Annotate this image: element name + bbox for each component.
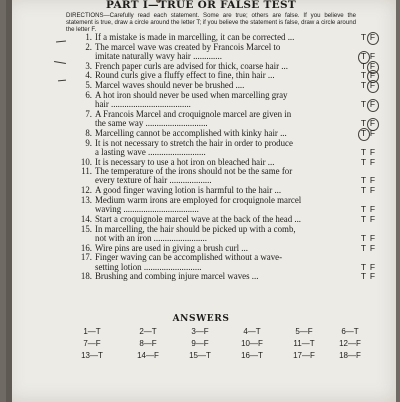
true-false-choices bbox=[359, 148, 379, 157]
true-false-choices bbox=[359, 186, 379, 195]
true-false-choices bbox=[359, 215, 379, 224]
answer-key-item: 10—F bbox=[241, 339, 263, 348]
answer-key-item: 7—F bbox=[83, 339, 101, 348]
question-item bbox=[66, 33, 376, 42]
question-text-line: Finger waving can be accomplished without a wave- bbox=[95, 253, 283, 263]
question-text-line: imitate naturally wavy hair ............. bbox=[95, 51, 222, 61]
question-item bbox=[66, 71, 376, 80]
question-text bbox=[95, 33, 323, 42]
question-text bbox=[95, 139, 323, 158]
answer-key-item: 5—F bbox=[295, 327, 313, 336]
false-option[interactable]: F bbox=[369, 242, 376, 253]
true-option[interactable]: T bbox=[360, 127, 367, 138]
question-text bbox=[95, 158, 323, 167]
question-text-line: the same way ............................ bbox=[95, 119, 208, 129]
false-option[interactable]: F bbox=[369, 213, 376, 224]
false-option[interactable]: F bbox=[369, 156, 376, 167]
answer-key-item: 12—F bbox=[339, 339, 361, 348]
question-item bbox=[66, 110, 376, 129]
answer-key-item: 14—F bbox=[137, 351, 159, 360]
question-number: 14. bbox=[80, 213, 92, 224]
question-text bbox=[95, 167, 323, 186]
question-item bbox=[66, 81, 376, 90]
question-text-line: In marcelling, the hair should be picked up with a comb, bbox=[95, 224, 296, 234]
question-text-line: waving .................................. bbox=[95, 205, 199, 215]
false-option[interactable]: F bbox=[369, 175, 376, 186]
false-option[interactable]: F bbox=[369, 60, 376, 71]
question-text bbox=[95, 110, 323, 129]
question-number: 1. bbox=[85, 32, 92, 42]
true-false-choices bbox=[359, 272, 379, 281]
question-text bbox=[95, 81, 323, 90]
false-option[interactable]: F bbox=[369, 204, 376, 215]
answer-key-item: 8—F bbox=[139, 339, 157, 348]
question-text bbox=[95, 43, 323, 62]
true-false-choices bbox=[359, 234, 379, 243]
true-option[interactable]: T bbox=[360, 70, 367, 81]
true-option[interactable]: T bbox=[360, 99, 367, 110]
answer-key-item: 13—T bbox=[81, 351, 103, 360]
question-number: 8. bbox=[85, 127, 92, 138]
question-text-line: setting lotion .......................... bbox=[95, 262, 202, 272]
question-item bbox=[66, 167, 376, 186]
question-number: 17. bbox=[80, 252, 92, 263]
false-option[interactable]: F bbox=[369, 70, 376, 81]
true-option[interactable]: T bbox=[360, 232, 367, 243]
question-number: 7. bbox=[85, 108, 92, 119]
page-title: PART I—TRUE OR FALSE TEST bbox=[106, 0, 296, 11]
question-text-line: French paper curls are advised for thick, coarse hair ... bbox=[95, 61, 288, 71]
question-text-line: The temperature of the irons should not be the same for bbox=[95, 167, 293, 177]
false-option[interactable]: F bbox=[369, 80, 376, 91]
true-option[interactable]: T bbox=[360, 185, 367, 196]
question-text-line: Wire pins are used in giving a brush curl ... bbox=[95, 243, 248, 253]
question-number: 15. bbox=[80, 223, 92, 234]
question-number: 9. bbox=[85, 137, 92, 148]
question-text-line: A Francois Marcel and croquignole marcel are given in bbox=[95, 109, 292, 119]
pencil-mark bbox=[54, 61, 66, 64]
answer-key-item: 2—T bbox=[139, 327, 157, 336]
question-text-line: hair .................................... bbox=[95, 100, 191, 110]
worksheet-page bbox=[6, 0, 396, 402]
question-item bbox=[66, 244, 376, 253]
question-number: 5. bbox=[85, 80, 92, 91]
question-number: 13. bbox=[80, 194, 92, 205]
false-option[interactable]: F bbox=[369, 127, 376, 138]
pencil-mark bbox=[58, 80, 66, 82]
true-option[interactable]: T bbox=[360, 156, 367, 167]
answer-key-item: 17—F bbox=[293, 351, 315, 360]
answer-key-item: 4—T bbox=[243, 327, 261, 336]
answer-key-item: 15—T bbox=[189, 351, 211, 360]
question-number: 4. bbox=[85, 70, 92, 81]
directions-text: DIRECTIONS—Carefully read each statement. Some are true; others are false. If you believe the statement is true, draw a circle around the letter T; if you believe the statement is false, draw a circle around the letter F. bbox=[66, 12, 356, 34]
true-option[interactable]: T bbox=[360, 175, 367, 186]
true-option[interactable]: T bbox=[360, 60, 367, 71]
true-option[interactable]: T bbox=[360, 242, 367, 253]
question-text bbox=[95, 91, 323, 110]
question-number: 16. bbox=[80, 242, 92, 253]
question-text-line: A hot iron should never be used when marcelling gray bbox=[95, 90, 288, 100]
question-number: 10. bbox=[80, 156, 92, 167]
true-option[interactable]: T bbox=[360, 80, 367, 91]
question-item bbox=[66, 225, 376, 244]
false-option[interactable]: F bbox=[369, 146, 376, 157]
question-text bbox=[95, 244, 323, 253]
question-text-line: Brushing and combing injure marcel waves ... bbox=[95, 272, 259, 282]
question-text bbox=[95, 71, 323, 80]
false-option[interactable]: F bbox=[369, 32, 376, 42]
true-option[interactable]: T bbox=[360, 213, 367, 224]
question-text-line: every texture of hair ................... bbox=[95, 176, 212, 186]
false-option[interactable]: F bbox=[369, 271, 376, 282]
question-number: 2. bbox=[85, 41, 92, 52]
question-text-line: The marcel wave was created by Francois Marcel to bbox=[95, 42, 281, 52]
question-text-line: a lasting wave .......................... bbox=[95, 147, 206, 157]
question-text-line: It is not necessary to stretch the hair in order to produce bbox=[95, 138, 293, 148]
question-item bbox=[66, 158, 376, 167]
question-text bbox=[95, 272, 323, 281]
answer-key-item: 16—T bbox=[241, 351, 263, 360]
question-item bbox=[66, 129, 376, 138]
pencil-mark bbox=[56, 40, 66, 42]
true-false-choices bbox=[359, 244, 379, 253]
question-text-line: It is necessary to use a hot iron on bleached hair ... bbox=[95, 157, 275, 167]
true-option[interactable]: T bbox=[360, 271, 367, 282]
question-item bbox=[66, 91, 376, 110]
question-text bbox=[95, 215, 323, 224]
false-option[interactable]: F bbox=[369, 118, 376, 129]
false-option[interactable]: F bbox=[369, 185, 376, 196]
true-option[interactable]: T bbox=[360, 146, 367, 157]
question-item bbox=[66, 43, 376, 62]
true-option[interactable]: T bbox=[360, 32, 367, 42]
answer-key-item: 11—T bbox=[293, 339, 315, 348]
page-edge-shadow bbox=[6, 0, 12, 402]
false-option[interactable]: F bbox=[369, 50, 376, 61]
question-text bbox=[95, 129, 323, 138]
question-item bbox=[66, 62, 376, 71]
answers-heading: ANSWERS bbox=[172, 314, 230, 324]
question-number: 6. bbox=[85, 89, 92, 100]
question-text-line: Marcelling cannot be accomplished with kinky hair ... bbox=[95, 128, 287, 138]
true-option[interactable]: T bbox=[360, 204, 367, 215]
question-text bbox=[95, 225, 323, 244]
question-text-line: Round curls give a fluffy effect to fine, thin hair ... bbox=[95, 71, 275, 81]
question-item bbox=[66, 272, 376, 281]
question-item bbox=[66, 186, 376, 195]
question-text bbox=[95, 253, 323, 272]
true-false-choices bbox=[359, 158, 379, 167]
question-number: 12. bbox=[80, 185, 92, 196]
question-text bbox=[95, 196, 323, 215]
answer-key-item: 18—F bbox=[339, 351, 361, 360]
question-text bbox=[95, 62, 323, 71]
false-option[interactable]: F bbox=[369, 261, 376, 272]
answer-key-item: 9—F bbox=[191, 339, 209, 348]
question-item bbox=[66, 139, 376, 158]
false-option[interactable]: F bbox=[369, 99, 376, 110]
false-option[interactable]: F bbox=[369, 232, 376, 243]
question-number: 18. bbox=[80, 271, 92, 282]
true-option[interactable]: T bbox=[360, 261, 367, 272]
true-option[interactable]: T bbox=[360, 118, 367, 129]
answer-key-item: 3—F bbox=[191, 327, 209, 336]
question-number: 3. bbox=[85, 60, 92, 71]
question-text-line: not with an iron ........................ bbox=[95, 233, 207, 243]
question-text bbox=[95, 186, 323, 195]
question-text-line: Marcel waves should never be brushed .... bbox=[95, 81, 245, 91]
answer-key-item: 1—T bbox=[83, 327, 101, 336]
question-item bbox=[66, 215, 376, 224]
answer-key-item: 6—T bbox=[341, 327, 359, 336]
question-text-line: A good finger waving lotion is harmful to the hair ... bbox=[95, 186, 282, 196]
true-option[interactable]: T bbox=[360, 50, 367, 61]
question-text-line: Start a croquignole marcel wave at the back of the head ... bbox=[95, 214, 302, 224]
question-item bbox=[66, 253, 376, 272]
question-number: 11. bbox=[81, 166, 92, 177]
question-item bbox=[66, 196, 376, 215]
question-text-line: Medium warm irons are employed for croquignole marcel bbox=[95, 195, 302, 205]
question-text-line: If a mistake is made in marcelling, it can be corrected ... bbox=[95, 33, 295, 42]
